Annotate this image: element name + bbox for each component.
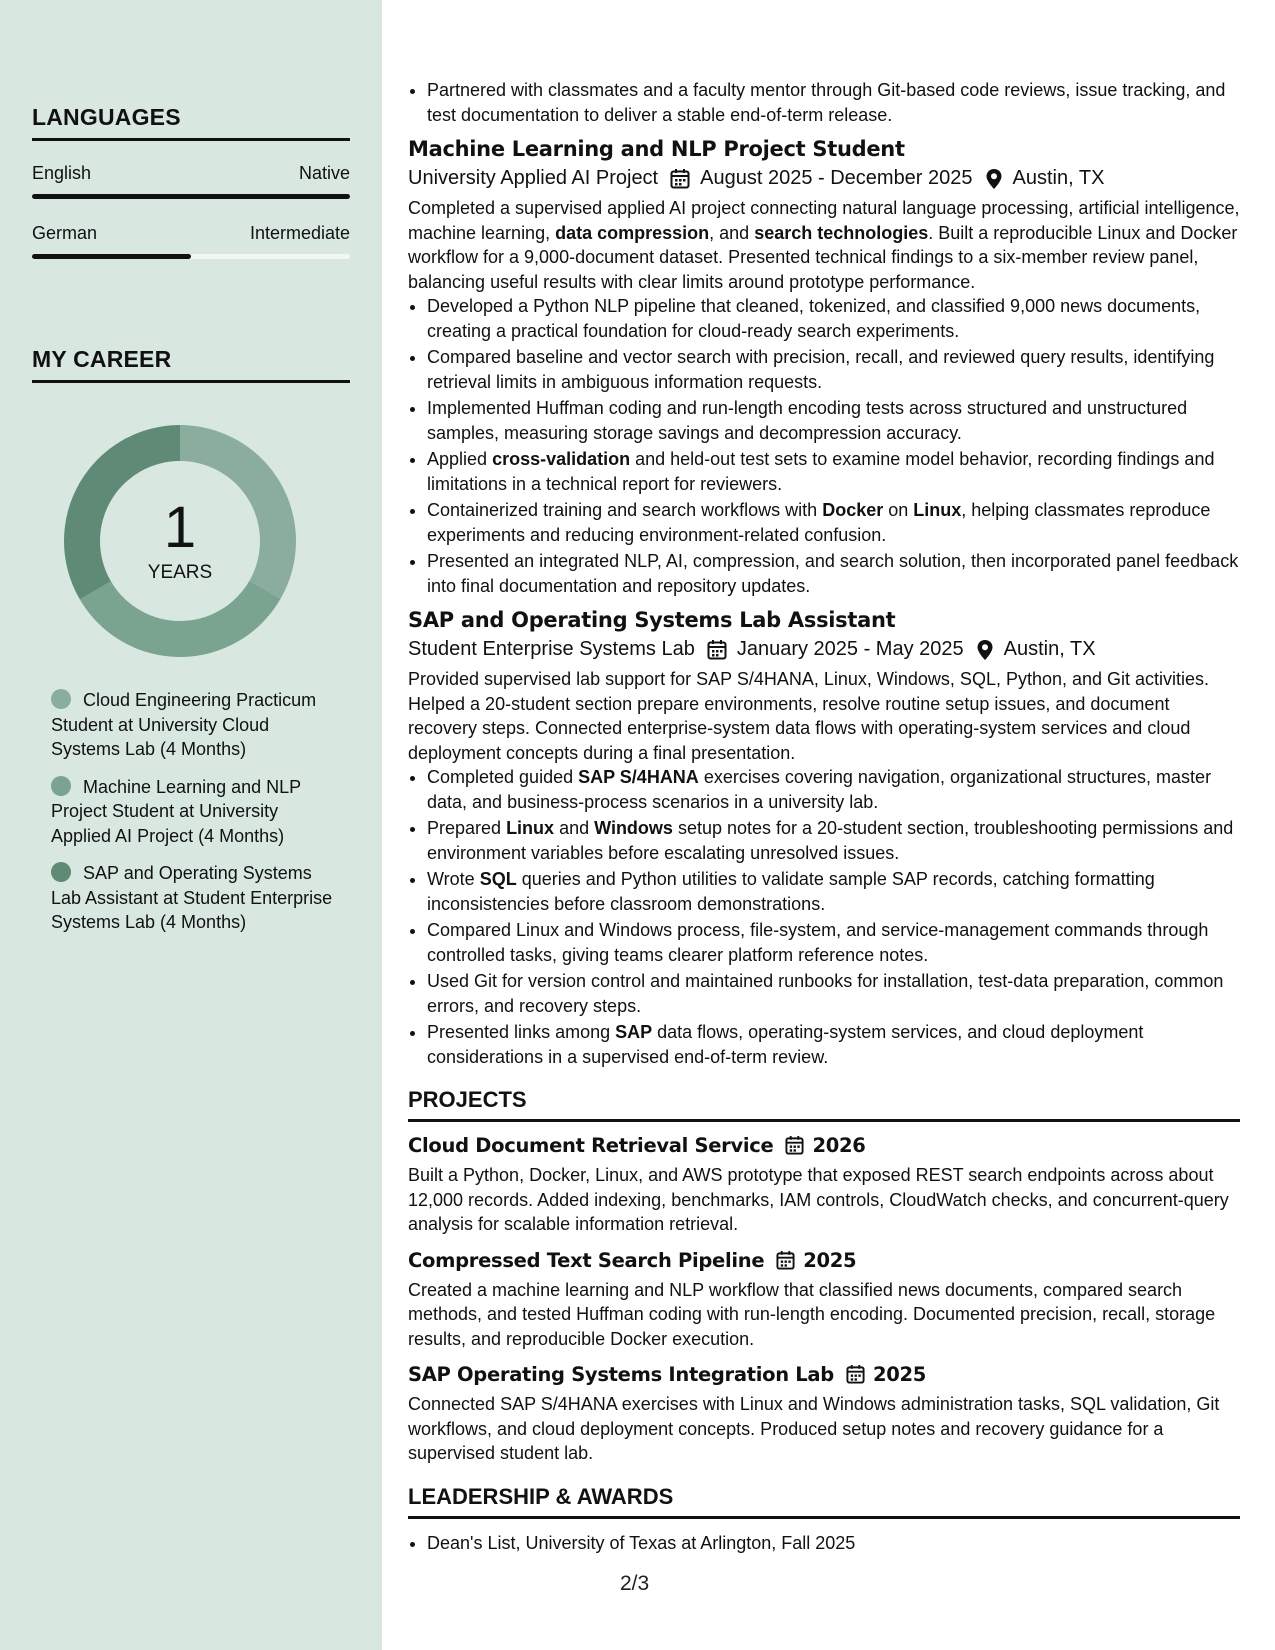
bullet-item: • Presented links among SAP data flows, operating-system services, and cloud deployment considerations in a supervised end-of-term review. bbox=[427, 1020, 1240, 1069]
bullet-item: • Presented an integrated NLP, AI, compression, and search solution, then incorporated panel feedback into final documentation and repository updates. bbox=[427, 549, 1240, 598]
calendar-icon bbox=[785, 1135, 804, 1156]
languages-section bbox=[32, 104, 350, 259]
career-item-text: Machine Learning and NLP Project Student at University Applied AI Project (4 Months) bbox=[51, 776, 301, 846]
career-years-donut bbox=[64, 425, 296, 657]
project-name: SAP Operating Systems Integration Lab bbox=[408, 1363, 834, 1386]
bullet-item: • Compared baseline and vector search with precision, recall, and reviewed query results, identifying retrieval limits in ambiguous information requests. bbox=[427, 345, 1240, 394]
career-item-text: SAP and Operating Systems Lab Assistant at Student Enterprise Systems Lab (4 Months) bbox=[51, 863, 333, 932]
job-location: Austin, TX bbox=[1003, 638, 1096, 660]
language-level-fill bbox=[32, 254, 191, 259]
career-item-text: Cloud Engineering Practicum Student at University Cloud Systems Lab (4 Months) bbox=[51, 690, 317, 759]
calendar-icon bbox=[846, 1364, 865, 1385]
job-bullets bbox=[408, 294, 1240, 598]
project-head bbox=[408, 1134, 1240, 1157]
calendar-icon bbox=[776, 1250, 795, 1271]
page-number: 2/3 bbox=[620, 1572, 650, 1595]
bullet-item: • Used Git for version control and maintained runbooks for installation, test-data preparation, common errors, and recovery steps. bbox=[427, 969, 1240, 1018]
leadership-section bbox=[408, 1484, 1240, 1556]
job-dates: January 2025 - May 2025 bbox=[736, 638, 964, 660]
bullet-item: • Partnered with classmates and a faculty mentor through Git-based code reviews, issue tracking, and test documentation to deliver a stable end-of-term release. bbox=[427, 78, 1240, 127]
bullet-item: • Compared Linux and Windows process, file-system, and service-management commands through controlled tasks, giving teams clearer platform reference notes. bbox=[427, 918, 1240, 967]
language-item-german bbox=[32, 223, 350, 259]
career-years-label: YEARS bbox=[147, 562, 213, 583]
sidebar bbox=[0, 0, 382, 1650]
career-item bbox=[51, 861, 341, 935]
main-content bbox=[408, 78, 1240, 1557]
project-description: Built a Python, Docker, Linux, and AWS prototype that exposed REST search endpoints across about 12,000 records. Added indexing, benchmarks, IAM controls, CloudWatch checks, and concurrent-query analysis for scalable information retrieval. bbox=[408, 1165, 1229, 1234]
project-entry bbox=[408, 1134, 1240, 1237]
project-year: 2025 bbox=[872, 1363, 927, 1386]
project-description: Connected SAP S/4HANA exercises with Linux and Windows administration tasks, SQL validation, Git workflows, and cloud deployment concepts. Produced setup notes and recovery guidance for a supervised student lab. bbox=[408, 1394, 1220, 1463]
project-head bbox=[408, 1249, 1240, 1272]
calendar-icon bbox=[707, 639, 727, 661]
carryover-bullets bbox=[408, 78, 1240, 127]
bullet-item: • Developed a Python NLP pipeline that cleaned, tokenized, and classified 9,000 news documents, creating a practical foundation for cloud-ready search experiments. bbox=[427, 294, 1240, 343]
project-head bbox=[408, 1363, 1240, 1386]
leadership-title: LEADERSHIP & AWARDS bbox=[408, 1484, 1240, 1519]
language-level-fill bbox=[32, 194, 350, 199]
job-dates: August 2025 - December 2025 bbox=[700, 167, 973, 189]
language-level-bar bbox=[32, 254, 350, 259]
calendar-icon bbox=[670, 168, 690, 190]
project-year: 2026 bbox=[812, 1134, 866, 1157]
language-level: Intermediate bbox=[249, 223, 350, 243]
bullet-item: • Completed guided SAP S/4HANA exercises covering navigation, organizational structures, master data, and business-process scenarios in a university lab. bbox=[427, 765, 1240, 814]
job-bullets bbox=[408, 765, 1240, 1069]
language-name: German bbox=[32, 223, 98, 243]
language-level-bar bbox=[32, 194, 350, 199]
project-name: Compressed Text Search Pipeline bbox=[408, 1248, 765, 1272]
bullet-item: • Prepared Linux and Windows setup notes for a 20-student section, troubleshooting permissions and environment variables before escalating unresolved issues. bbox=[427, 816, 1240, 865]
bullet-item: • Containerized training and search workflows with Docker on Linux, helping classmates reproduce experiments and reducing environment-related confusion. bbox=[427, 498, 1240, 547]
project-description: Created a machine learning and NLP workflow that classified news documents, compared search methods, and tested Huffman coding with run-length encoding. Documented precision, recall, storage results, and reproducible Docker execution. bbox=[408, 1279, 1216, 1349]
job-title: SAP and Operating Systems Lab Assistant bbox=[408, 608, 896, 632]
project-entry bbox=[408, 1363, 1240, 1466]
career-list bbox=[51, 688, 341, 948]
job-org: University Applied AI Project bbox=[408, 167, 659, 189]
donut-segment-1 bbox=[80, 581, 281, 657]
career-item bbox=[51, 688, 341, 762]
projects-section bbox=[408, 1087, 1240, 1466]
language-level: Native bbox=[298, 163, 350, 183]
job-meta bbox=[408, 638, 1240, 661]
career-dot-icon bbox=[51, 862, 71, 882]
bullet-item: • Applied cross-validation and held-out test sets to examine model behavior, recording findings and limitations in a technical report for reviewers. bbox=[427, 447, 1240, 496]
job-entry-ml-nlp bbox=[408, 137, 1240, 598]
project-year: 2025 bbox=[803, 1248, 857, 1272]
languages-title: LANGUAGES bbox=[32, 104, 350, 141]
project-name: Cloud Document Retrieval Service bbox=[408, 1134, 774, 1157]
language-item-english bbox=[32, 163, 350, 199]
career-section bbox=[32, 346, 350, 383]
job-entry-sap-lab bbox=[408, 608, 1240, 1069]
job-summary: Provided supervised lab support for SAP S/4HANA, Linux, Windows, SQL, Python, and Git activities. Helped a 20-student section prepare environments, resolve routine setup issues, and document recovery steps. Connected enterprise-system data flows with operating-system services and cloud deployment concepts during a final presentation. bbox=[408, 669, 1210, 763]
award-item: • Dean's List, University of Texas at Arlington, Fall 2025 bbox=[427, 1531, 1240, 1556]
language-name: English bbox=[32, 163, 92, 183]
career-item bbox=[51, 775, 341, 849]
bullet-item: • Wrote SQL queries and Python utilities to validate sample SAP records, catching formatting inconsistencies before classroom demonstrations. bbox=[427, 867, 1240, 916]
career-title: MY CAREER bbox=[32, 346, 350, 383]
job-location: Austin, TX bbox=[1012, 167, 1105, 189]
job-title: Machine Learning and NLP Project Student bbox=[408, 137, 905, 161]
career-dot-icon bbox=[51, 776, 71, 796]
bullet-item: • Implemented Huffman coding and run-length encoding tests across structured and unstructured samples, measuring storage savings and decompression accuracy. bbox=[427, 396, 1240, 445]
map-pin-icon bbox=[985, 168, 1003, 190]
project-entry bbox=[408, 1249, 1240, 1352]
career-dot-icon bbox=[51, 689, 71, 709]
projects-title: PROJECTS bbox=[408, 1087, 1240, 1122]
career-years-value: 1 bbox=[163, 495, 197, 560]
job-summary: Completed a supervised applied AI project connecting natural language processing, artificial intelligence, machine learning, data compression, and search technologies. Built a reproducible Linux and Docker workflow for a 9,000-document dataset. Presented technical findings to a six-member review panel, balancing useful results with clear limits around prototype performance. bbox=[408, 198, 1240, 292]
map-pin-icon bbox=[976, 639, 994, 661]
leadership-list bbox=[408, 1531, 1240, 1556]
job-meta bbox=[408, 167, 1240, 190]
job-org: Student Enterprise Systems Lab bbox=[408, 638, 695, 660]
